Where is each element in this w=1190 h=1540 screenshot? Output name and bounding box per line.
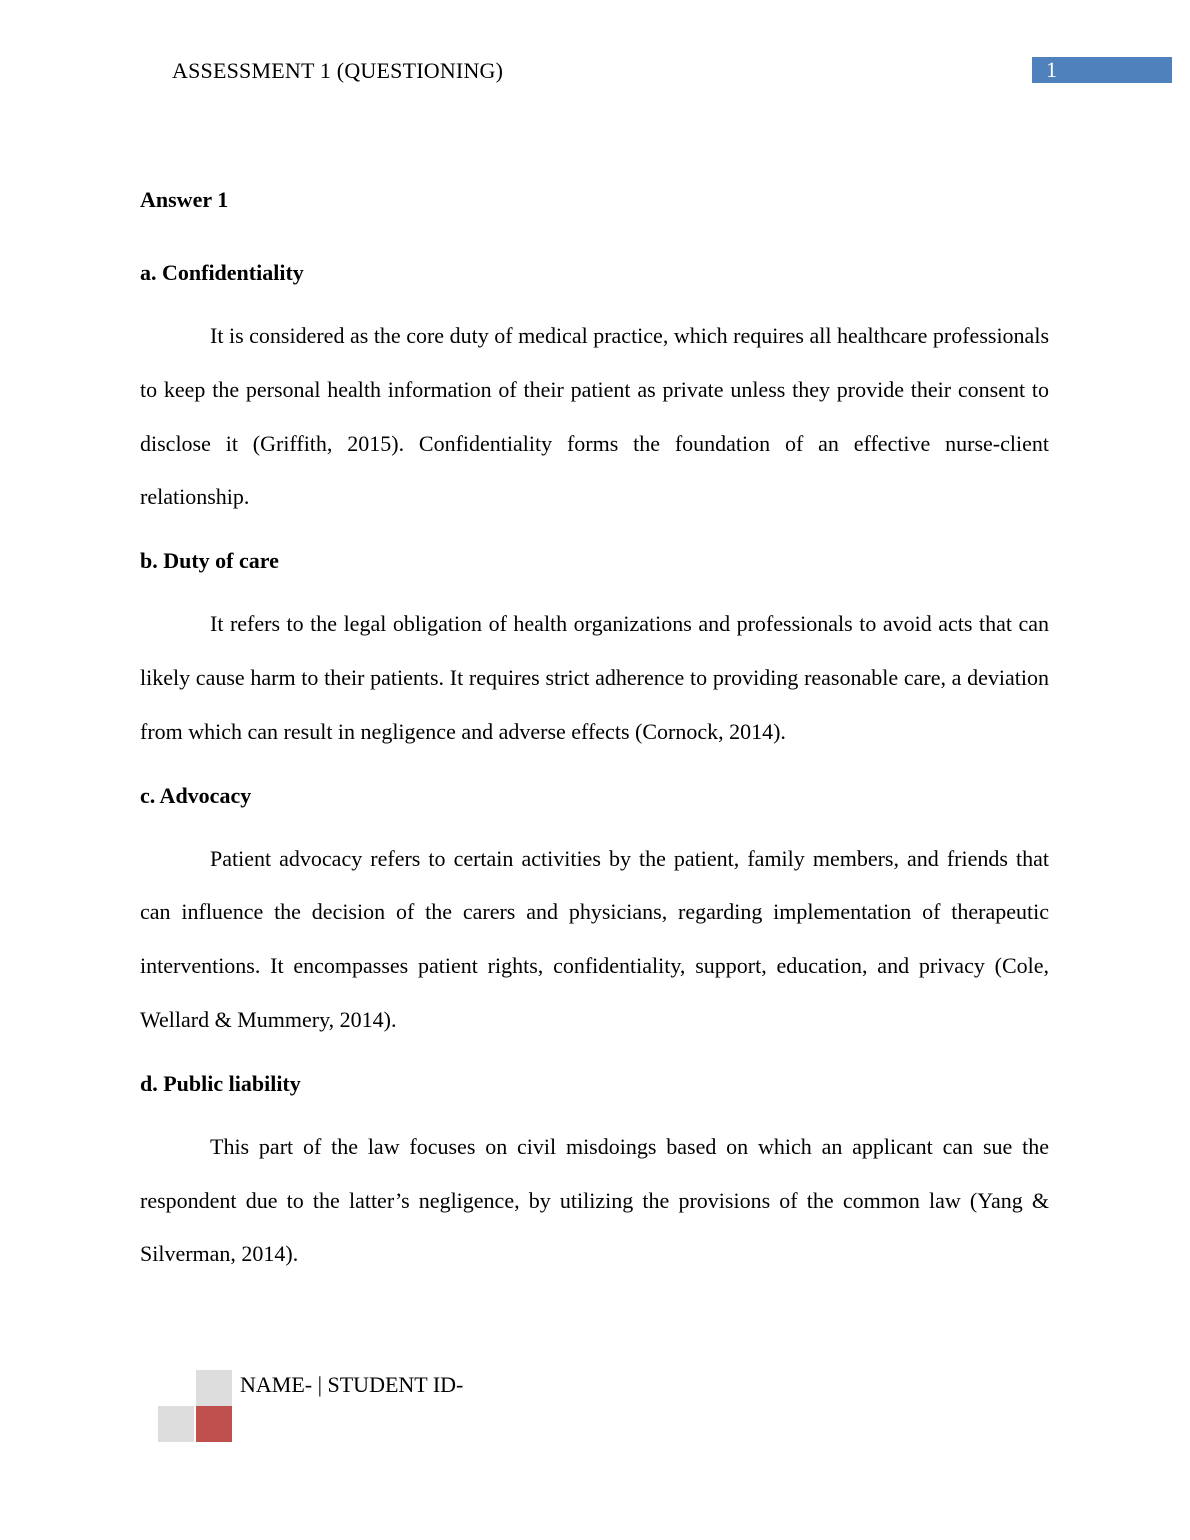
section-heading-duty-of-care: b. Duty of care [140, 548, 279, 574]
footer-decor-square-left [158, 1406, 194, 1442]
section-paragraph-public-liability: This part of the law focuses on civil misdoings based on which an applicant can sue the respondent due to the latter’s negligence, by utilizing the provisions of the common law (Yang & Silverman, 2014). [140, 1133, 1049, 1267]
section-paragraph-duty-of-care: It refers to the legal obligation of health organizations and professionals to avoid acts that can likely cause harm to their patients. It requires strict adherence to providing reasonable care, a deviation from which can result in negligence and adverse effects (Cornock, 2014). [140, 611, 1049, 744]
footer-name-student-id: NAME- | STUDENT ID- [240, 1372, 464, 1397]
page-number: 1 [1032, 57, 1172, 83]
section-paragraph-confidentiality: It is considered as the core duty of medical practice, which requires all healthcare professionals to keep the personal health information of their patient as private unless they provide their consent to disclose it (Griffith, 2015). Confidentiality forms the foundation of an effective nurse-client relationship. [140, 323, 1049, 510]
footer-decor-square-red [196, 1406, 232, 1442]
section-heading-confidentiality: a. Confidentiality [140, 260, 304, 285]
section-heading-advocacy: c. Advocacy [140, 782, 252, 808]
document-body [140, 182, 1049, 1300]
section-heading-public-liability: d. Public liability [140, 1070, 301, 1096]
header-title: ASSESSMENT 1 (QUESTIONING) [172, 58, 504, 83]
section-paragraph-advocacy: Patient advocacy refers to certain activities by the patient, family members, and friends that can influence the decision of the carers and physicians, regarding implementation of therapeutic interventions. It encompasses patient rights, confidentiality, support, education, and privacy (Cole, Wellard & Mummery, 2014). [140, 845, 1049, 1032]
answer-heading: Answer 1 [140, 187, 229, 212]
footer-decor-square-top [196, 1370, 232, 1406]
